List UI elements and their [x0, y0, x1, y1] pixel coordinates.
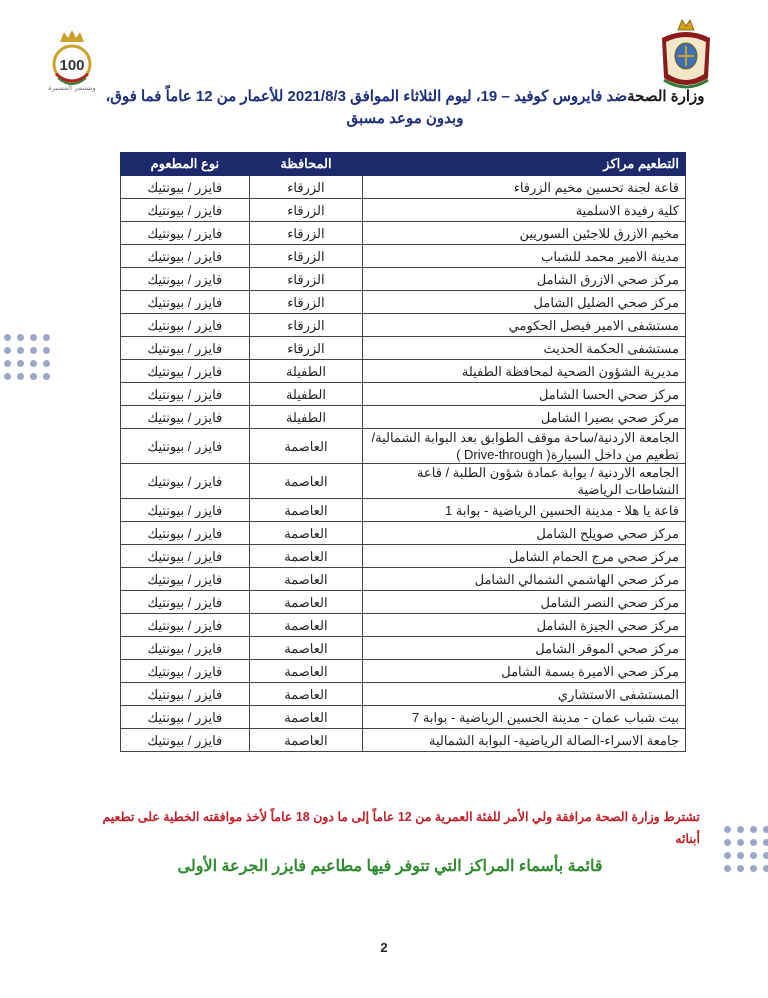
heading-line-2: وبدون موعد مسبق [346, 110, 464, 127]
governorate: الطفيلة [249, 383, 362, 406]
governorate: العاصمة [249, 464, 362, 499]
table-row [121, 568, 686, 591]
table-header-row [121, 153, 686, 176]
table-row [121, 383, 686, 406]
center-name: مركز صحي الضليل الشامل [363, 291, 686, 314]
table-row [121, 499, 686, 522]
centennial-number: 100 [59, 57, 85, 74]
table-row [121, 360, 686, 383]
table-row [121, 545, 686, 568]
table-row [121, 199, 686, 222]
vaccination-centers-table [120, 152, 686, 752]
center-name: الجامعه الاردنية / بوابة عمادة شؤون الطلبة / قاعة النشاطات الرياضية [363, 464, 686, 499]
center-name: مركز صحي بصيرا الشامل [363, 406, 686, 429]
center-name: مركز صحي الحسا الشامل [363, 383, 686, 406]
vaccine-type: فايزر / بيونتيك [121, 199, 250, 222]
governorate: الزرقاء [249, 245, 362, 268]
center-name: مركز صحي الاميرة بسمة الشامل [363, 660, 686, 683]
header-vaccine: نوع المطعوم [121, 153, 250, 176]
center-name: مركز صحي صويلح الشامل [363, 522, 686, 545]
governorate: الطفيلة [249, 406, 362, 429]
vaccine-type: فايزر / بيونتيك [121, 176, 250, 199]
list-title: قائمة بأسماء المراكز التي تتوفر فيها مطاعيم فايزر الجرعة الأولى [177, 858, 603, 875]
center-name: كلية رفيدة الاسلمية [363, 199, 686, 222]
table-row [121, 337, 686, 360]
governorate: العاصمة [249, 614, 362, 637]
vaccine-type: فايزر / بيونتيك [121, 314, 250, 337]
center-name: مركز صحي النصر الشامل [363, 591, 686, 614]
governorate: العاصمة [249, 545, 362, 568]
page-number: 2 [380, 940, 388, 955]
table-row [121, 729, 686, 752]
vaccine-type: فايزر / بيونتيك [121, 545, 250, 568]
vaccine-type: فايزر / بيونتيك [121, 706, 250, 729]
table-row [121, 637, 686, 660]
vaccine-type: فايزر / بيونتيك [121, 568, 250, 591]
table-row [121, 245, 686, 268]
table-row [121, 314, 686, 337]
center-name: بيت شباب عمان - مدينة الحسين الرياضية - بوابة 7 [363, 706, 686, 729]
table-row [121, 222, 686, 245]
table-row [121, 464, 686, 499]
table-row [121, 706, 686, 729]
guardian-consent-note: تشترط وزارة الصحة مرافقة ولي الأمر للفئة العمرية من 12 عاماً إلى ما دون 18 عاماً لأخذ موافقته الخطية على تطعيم أبنائه [102, 810, 700, 846]
vaccine-type: فايزر / بيونتيك [121, 660, 250, 683]
header-governorate: المحافظة [249, 153, 362, 176]
vaccine-type: فايزر / بيونتيك [121, 268, 250, 291]
vaccine-type: فايزر / بيونتيك [121, 291, 250, 314]
governorate: العاصمة [249, 660, 362, 683]
center-name: مديرية الشؤون الصحية لمحافظة الطفيلة [363, 360, 686, 383]
vaccine-type: فايزر / بيونتيك [121, 591, 250, 614]
coat-of-arms-icon [656, 16, 716, 96]
governorate: الزرقاء [249, 268, 362, 291]
governorate: العاصمة [249, 729, 362, 752]
decorative-dots-right [724, 826, 768, 872]
governorate: الزرقاء [249, 222, 362, 245]
vaccine-type: فايزر / بيونتيك [121, 222, 250, 245]
center-name: مخيم الازرق للاجئين السوريين [363, 222, 686, 245]
centennial-tagline: ونستمر المسيرة [48, 84, 96, 92]
center-name: جامعة الاسراء-الصالة الرياضية- البوابة الشمالية [363, 729, 686, 752]
vaccine-type: فايزر / بيونتيك [121, 522, 250, 545]
governorate: الزرقاء [249, 176, 362, 199]
governorate: العاصمة [249, 706, 362, 729]
center-name: مدينة الامير محمد للشباب [363, 245, 686, 268]
governorate: العاصمة [249, 499, 362, 522]
center-name: المستشفى الاستشاري [363, 683, 686, 706]
vaccine-type: فايزر / بيونتيك [121, 337, 250, 360]
table-row [121, 683, 686, 706]
governorate: العاصمة [249, 591, 362, 614]
table-row [121, 406, 686, 429]
governorate: الزرقاء [249, 199, 362, 222]
vaccine-type: فايزر / بيونتيك [121, 245, 250, 268]
governorate: العاصمة [249, 429, 362, 464]
vaccine-type: فايزر / بيونتيك [121, 429, 250, 464]
center-name: مركز صحي الازرق الشامل [363, 268, 686, 291]
center-name: قاعة يا هلا - مدينة الحسين الرياضية - بوابة 1 [363, 499, 686, 522]
governorate: الزرقاء [249, 291, 362, 314]
center-name: مستشفى الحكمة الحديث [363, 337, 686, 360]
governorate: الزرقاء [249, 337, 362, 360]
table-row [121, 429, 686, 464]
center-name: الجامعة الاردنية/ساحة موقف الطوابق بعد البوابة الشمالية/تطعيم من داخل السيارة( Drive-through ) [363, 429, 686, 464]
governorate: الزرقاء [249, 314, 362, 337]
table-row [121, 522, 686, 545]
decorative-dots-left [4, 334, 50, 380]
table-row [121, 614, 686, 637]
vaccine-type: فايزر / بيونتيك [121, 464, 250, 499]
vaccine-type: فايزر / بيونتيك [121, 614, 250, 637]
center-name: مركز صحي الجيزة الشامل [363, 614, 686, 637]
governorate: الطفيلة [249, 360, 362, 383]
center-name: قاعة لجنة تحسين مخيم الزرقاء [363, 176, 686, 199]
vaccine-type: فايزر / بيونتيك [121, 360, 250, 383]
table-row [121, 268, 686, 291]
center-name: مستشفى الامير فيصل الحكومي [363, 314, 686, 337]
coat-of-arms-logo [656, 16, 716, 96]
heading-line-1-text: ضد فايروس كوفيد – 19، ليوم الثلاثاء الموافق 2021/8/3 للأعمار من 12 عاماً فما فوق، [105, 88, 628, 105]
governorate: العاصمة [249, 683, 362, 706]
header-center: التطعيم مراكز [363, 153, 686, 176]
governorate: العاصمة [249, 568, 362, 591]
vaccine-type: فايزر / بيونتيك [121, 383, 250, 406]
heading-line-1 [90, 86, 720, 108]
table-row [121, 591, 686, 614]
center-name: مركز صحي الهاشمي الشمالي الشامل [363, 568, 686, 591]
vaccine-type: فايزر / بيونتيك [121, 683, 250, 706]
table-row [121, 660, 686, 683]
vaccine-type: فايزر / بيونتيك [121, 729, 250, 752]
table-row [121, 176, 686, 199]
vaccine-type: فايزر / بيونتيك [121, 406, 250, 429]
document-heading [90, 86, 720, 130]
center-name: مركز صحي الموقر الشامل [363, 637, 686, 660]
governorate: العاصمة [249, 522, 362, 545]
table-row [121, 291, 686, 314]
governorate: العاصمة [249, 637, 362, 660]
vaccine-type: فايزر / بيونتيك [121, 499, 250, 522]
center-name: مركز صحي مرج الحمام الشامل [363, 545, 686, 568]
vaccine-type: فايزر / بيونتيك [121, 637, 250, 660]
ministry-name: وزارة الصحة [627, 88, 705, 105]
